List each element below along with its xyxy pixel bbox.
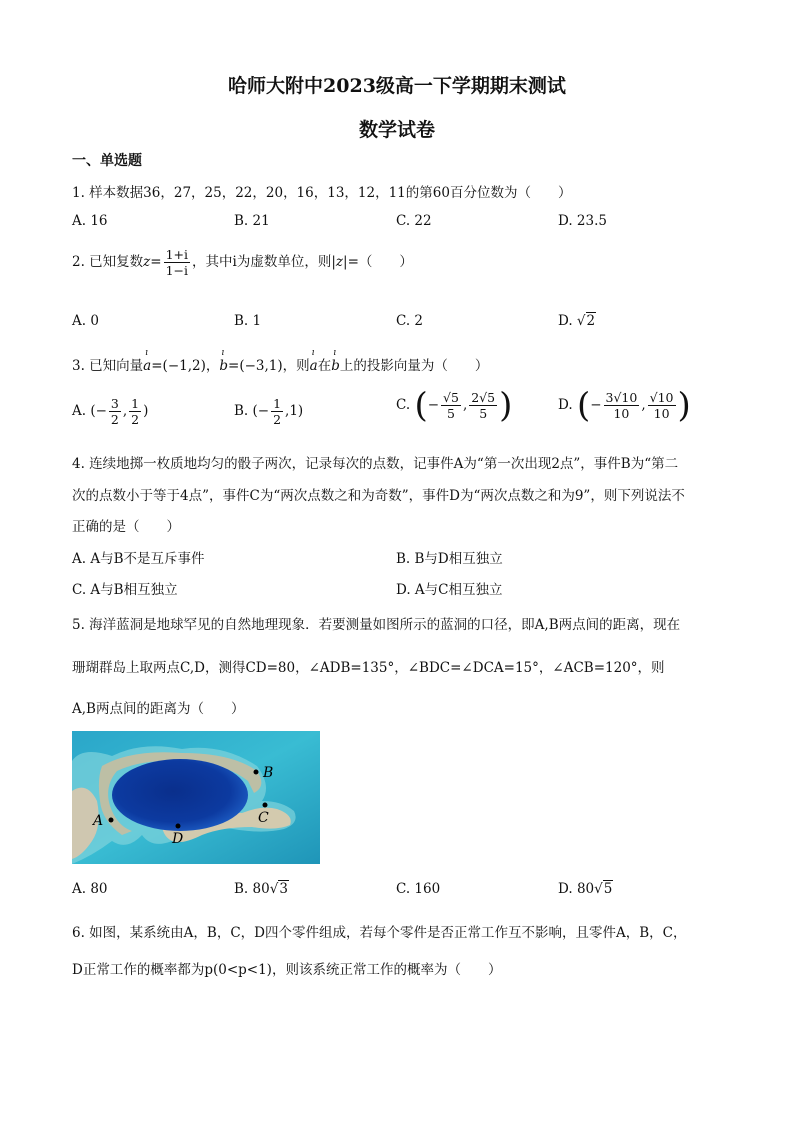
q3-mid1: ，则 (282, 358, 310, 374)
q3-vector-a: ı a (143, 358, 151, 374)
question-1-stem: 1. 样本数据36，27，25，22，20，16，13，12，11的第60百分位数为（ ） (72, 185, 572, 201)
q3-a-value: =(−1,2) (151, 358, 206, 374)
question-5-line2: 珊瑚群岛上取两点C,D，测得CD=80，∠ADB=135°，∠BDC=∠DCA=15°，∠ACB=120°，则 (72, 660, 665, 676)
q5-option-d-radicand: 5 (603, 881, 613, 897)
frac-den: 2 (110, 412, 119, 427)
q5-option-d: D. 80√5 (558, 881, 613, 897)
q2-fraction (164, 247, 190, 278)
q3-option-b: B. (− $\frac{1}{2}$ ,1) (234, 396, 304, 427)
q1-option-d: D. 23.5 (558, 213, 607, 229)
label-a: A (93, 813, 104, 829)
q2-prefix: 2. 已知复数 (72, 254, 144, 270)
q3-c-frac1 (441, 390, 461, 421)
q5-option-b-label: B. (234, 881, 249, 897)
q3-c-frac2 (469, 390, 497, 421)
q3-option-d-label: D. (558, 397, 573, 413)
q5-option-b-coef: 80 (252, 881, 270, 897)
question-2-stem (72, 247, 413, 278)
point-a-marker (109, 818, 114, 823)
q2-numerator: 1+i (165, 247, 189, 262)
q3-b-frac1 (271, 396, 283, 427)
q3-vector-b-2: ı b (331, 358, 340, 374)
q5-option-d-label: D. (558, 881, 573, 897)
q2-option-a: A. 0 (72, 313, 99, 329)
q3-prefix: 3. 已知向量 (72, 358, 144, 374)
q3-a-frac1 (109, 396, 121, 427)
q5-option-b-radicand: 3 (279, 881, 288, 897)
q3-option-a-label: A. (72, 403, 87, 419)
q2-mid: ，其中i为虚数单位，则 (192, 254, 332, 270)
page-title: 哈师大附中2023级高一下学期期末测试 (228, 75, 566, 97)
label-c: C (258, 810, 269, 826)
question-4-line1: 4. 连续地掷一枚质地均匀的骰子两次，记录每次的点数，记事件A为“第一次出现2点”，事件B为“第二 (72, 456, 679, 472)
q5-option-d-coef: 80 (576, 881, 595, 897)
blue-hole-figure (72, 731, 320, 864)
q2-option-d: D. √2 (558, 313, 596, 329)
q3-b-value: =(−3,1) (228, 358, 283, 374)
q1-option-c: C. 22 (396, 213, 432, 229)
question-6-line2: D正常工作的概率都为p(0<p<1)，则该系统正常工作的概率为（ ） (72, 962, 502, 978)
q2-option-c: C. 2 (396, 313, 424, 329)
q1-option-a: A. 16 (72, 213, 108, 229)
frac-num: 3 (110, 396, 119, 411)
q3-a-frac2 (129, 396, 141, 427)
frac-den: 5 (479, 406, 488, 421)
q5-option-c: C. 160 (396, 881, 441, 897)
q1-option-b: B. 21 (234, 213, 270, 229)
q3-vector-a-2: ı a (310, 358, 318, 374)
question-6-line1: 6. 如图，某系统由A，B，C，D四个零件组成，若每个零件是否正常工作互不影响，且零件A，B，C， (72, 925, 687, 941)
q4-option-d: D. A与C相互独立 (396, 582, 503, 598)
q3-d-frac1 (604, 390, 640, 421)
question-5-line1: 5. 海洋蓝洞是地球罕见的自然地理现象．若要测量如图所示的蓝洞的口径，即A,B两点间的距离，现在 (72, 617, 681, 633)
q3-option-c: C. (− $\frac{√5}{5}$ , $\frac{2√5}{5}$ ) (396, 385, 513, 426)
q5-option-a: A. 80 (72, 881, 108, 897)
frac-num: 2√5 (471, 390, 496, 405)
question-5-line3: A,B两点间的距离为（ ） (72, 701, 245, 717)
point-c-marker (263, 803, 268, 808)
q4-option-b: B. B与D相互独立 (396, 551, 503, 567)
frac-num: 1 (131, 396, 140, 411)
q3-mid2: 在 (317, 358, 332, 374)
q3-option-a: A. (− $\frac{3}{2}$ , $\frac{1}{2}$ ) (72, 396, 149, 427)
label-b: B (263, 765, 274, 781)
frac-num: 1 (273, 396, 282, 411)
q2-abs-z: |z| (331, 254, 348, 270)
point-d-marker (176, 824, 181, 829)
q2-option-b: B. 1 (234, 313, 262, 329)
q2-denominator: 1−i (165, 263, 189, 278)
question-4-line3: 正确的是（ ） (72, 519, 180, 535)
q3-vector-b: ı b (219, 358, 228, 374)
q3-option-c-label: C. (396, 397, 411, 413)
frac-num: √5 (443, 390, 459, 405)
frac-den: 10 (613, 406, 630, 421)
q3-b-tail: ,1) (285, 403, 304, 419)
question-4-line2: 次的点数小于等于4点”，事件C为“两次点数之和为奇数”，事件D为“两次点数之和为9”，则下列说法不 (72, 488, 685, 504)
point-b-marker (254, 770, 259, 775)
q2-end: =（ ） (347, 254, 413, 270)
question-3-stem: 3. 已知向量ı a=(−1,2)，ı b=(−3,1)，则ı a在ı b上的投影向量为（ ） (72, 354, 488, 374)
frac-num: √10 (649, 390, 674, 405)
page-subtitle: 数学试卷 (358, 119, 435, 141)
q2-option-d-label: D. (558, 313, 573, 329)
q3-end: 上的投影向量为（ ） (339, 358, 489, 374)
frac-den: 2 (131, 412, 140, 427)
q2-eq: = (150, 254, 162, 270)
section-heading: 一、单选题 (72, 153, 142, 169)
q3-d-frac2 (648, 390, 676, 421)
frac-num: 3√10 (605, 390, 638, 405)
q3-option-d: D. (− $\frac{3√10}{10}$ , $\frac{√10}{10}$ ) (558, 385, 691, 426)
q3-option-b-label: B. (234, 403, 249, 419)
q2-option-d-radicand: 2 (586, 313, 596, 329)
label-d: D (172, 831, 184, 847)
q4-option-a: A. A与B不是互斥事件 (72, 551, 205, 567)
q2-z: z (143, 254, 151, 270)
frac-den: 5 (447, 406, 455, 421)
frac-den: 10 (653, 406, 670, 421)
frac-den: 2 (273, 412, 282, 427)
q5-option-b: B. 80√3 (234, 881, 288, 897)
q4-option-c: C. A与B相互独立 (72, 582, 178, 598)
